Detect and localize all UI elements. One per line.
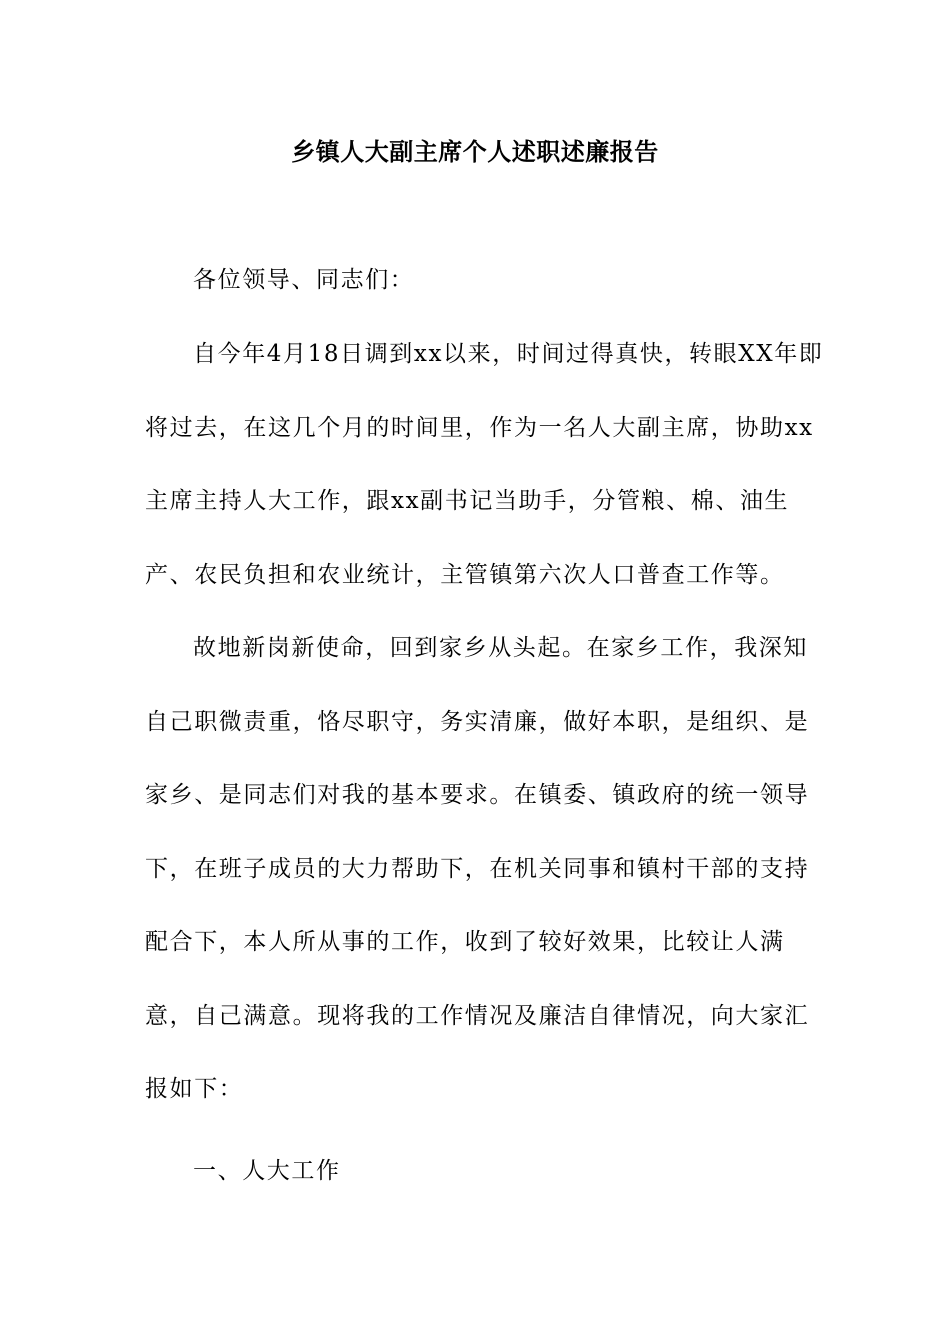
paragraph: 故地新岗新使命，回到家乡从头起。在家乡工作，我深知自己职微责重，恪尽职守，务实清廉，做好本职，是组织、是家乡、是同志们对我的基本要求。在镇委、镇政府的统一领导下，在班子成员的大力帮助下，在机关同事和镇村干部的支持配合下，本人所从事的工作，收到了较好效果，比较让人满意，自己满意。现将我的工作情况及廉洁自律情况，向大家汇报如下： — [145, 635, 810, 1102]
document-title: 乡镇人大副主席个人述职述廉报告 — [291, 137, 659, 166]
greeting: 各位领导、同志们： — [193, 267, 415, 293]
section-heading: 一、人大工作 — [193, 1158, 341, 1184]
paragraph-2-block — [145, 612, 825, 1127]
paragraph: 自今年4月18日调到xx以来，时间过得真快，转眼XX年即将过去，在这几个月的时间里，作为一名人大副主席，协助xx主席主持人大工作，跟xx副书记当助手，分管粮、棉、油生产、农民负担和农业统计，主管镇第六次人口普查工作等。 — [145, 341, 824, 588]
paragraph-1-block — [145, 318, 825, 612]
